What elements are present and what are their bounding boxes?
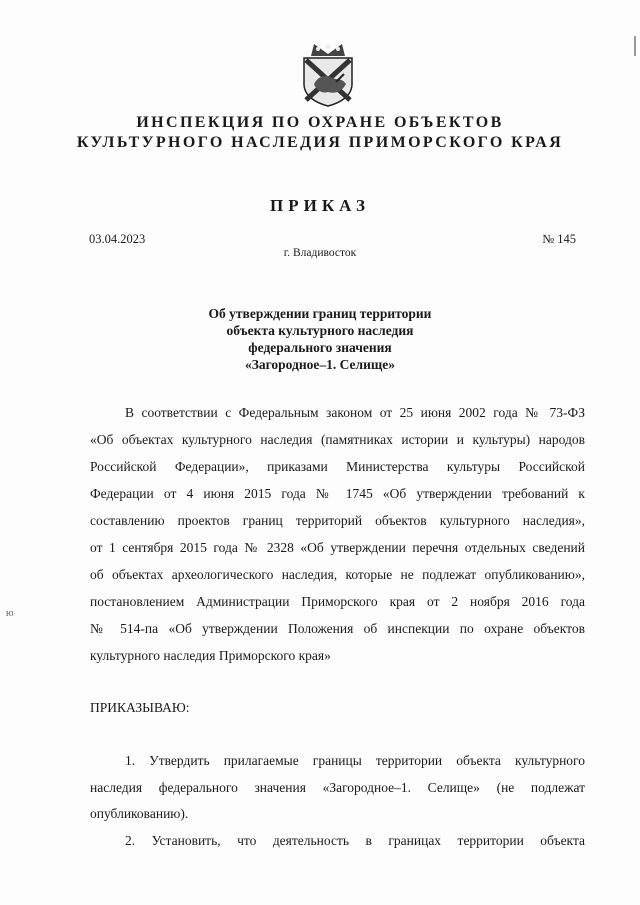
document-type-heading: ПРИКАЗ [270,196,370,215]
preamble-line: Российской Федерации», приказами Министерства культуры Российской [90,459,585,474]
order-word: ПРИКАЗЫВАЮ: [90,700,190,715]
preamble-line: Федерации от 4 июня 2015 года № 1745 «Об утверждении требований к [90,486,585,501]
preamble-line: культурного наследия Приморского края» [90,648,331,663]
preamble-line: № 514-па «Об утверждении Положения об инспекции по охране объектов [90,621,585,636]
margin-mark: ю [6,608,14,619]
document-number: № 145 [542,232,576,246]
document-date: 03.04.2023 [89,232,146,246]
title-line: федерального значения [248,340,392,355]
item-2-line: 2. Установить, что деятельность в границах территории объекта [125,833,585,848]
item-1-line: опубликованию). [90,806,189,821]
preamble-line: постановлением Администрации Приморского края от 2 ноября 2016 года [90,594,585,609]
preamble-line: об объектах археологического наследия, которые не подлежат опубликованию», [90,567,585,582]
title-line: «Загородное–1. Селище» [244,357,396,372]
org-name-line2: КУЛЬТУРНОГО НАСЛЕДИЯ ПРИМОРСКОГО КРАЯ [76,134,564,151]
scan-edge-mark [634,36,636,56]
org-name-line1: ИНСПЕКЦИЯ ПО ОХРАНЕ ОБЪЕКТОВ [136,114,504,131]
item-1-line: наследия федерального значения «Загородное–1. Селище» (не подлежат [90,780,585,795]
title-line: объекта культурного наследия [226,323,414,338]
coat-of-arms-icon [298,40,358,108]
document-title [0,305,640,373]
title-line: Об утверждении границ территории [208,306,432,321]
document-city: г. Владивосток [283,247,357,259]
preamble-line: составлению проектов границ территорий объектов культурного наследия», [90,513,585,528]
preamble-line: В соответствии с Федеральным законом от 25 июня 2002 года № 73-ФЗ [125,405,585,420]
item-1-line: 1. Утвердить прилагаемые границы территории объекта культурного [125,753,585,768]
preamble-line: от 1 сентября 2015 года № 2328 «Об утверждении перечня отдельных сведений [90,540,585,555]
preamble-line: «Об объектах культурного наследия (памятниках истории и культуры) народов [90,432,585,447]
